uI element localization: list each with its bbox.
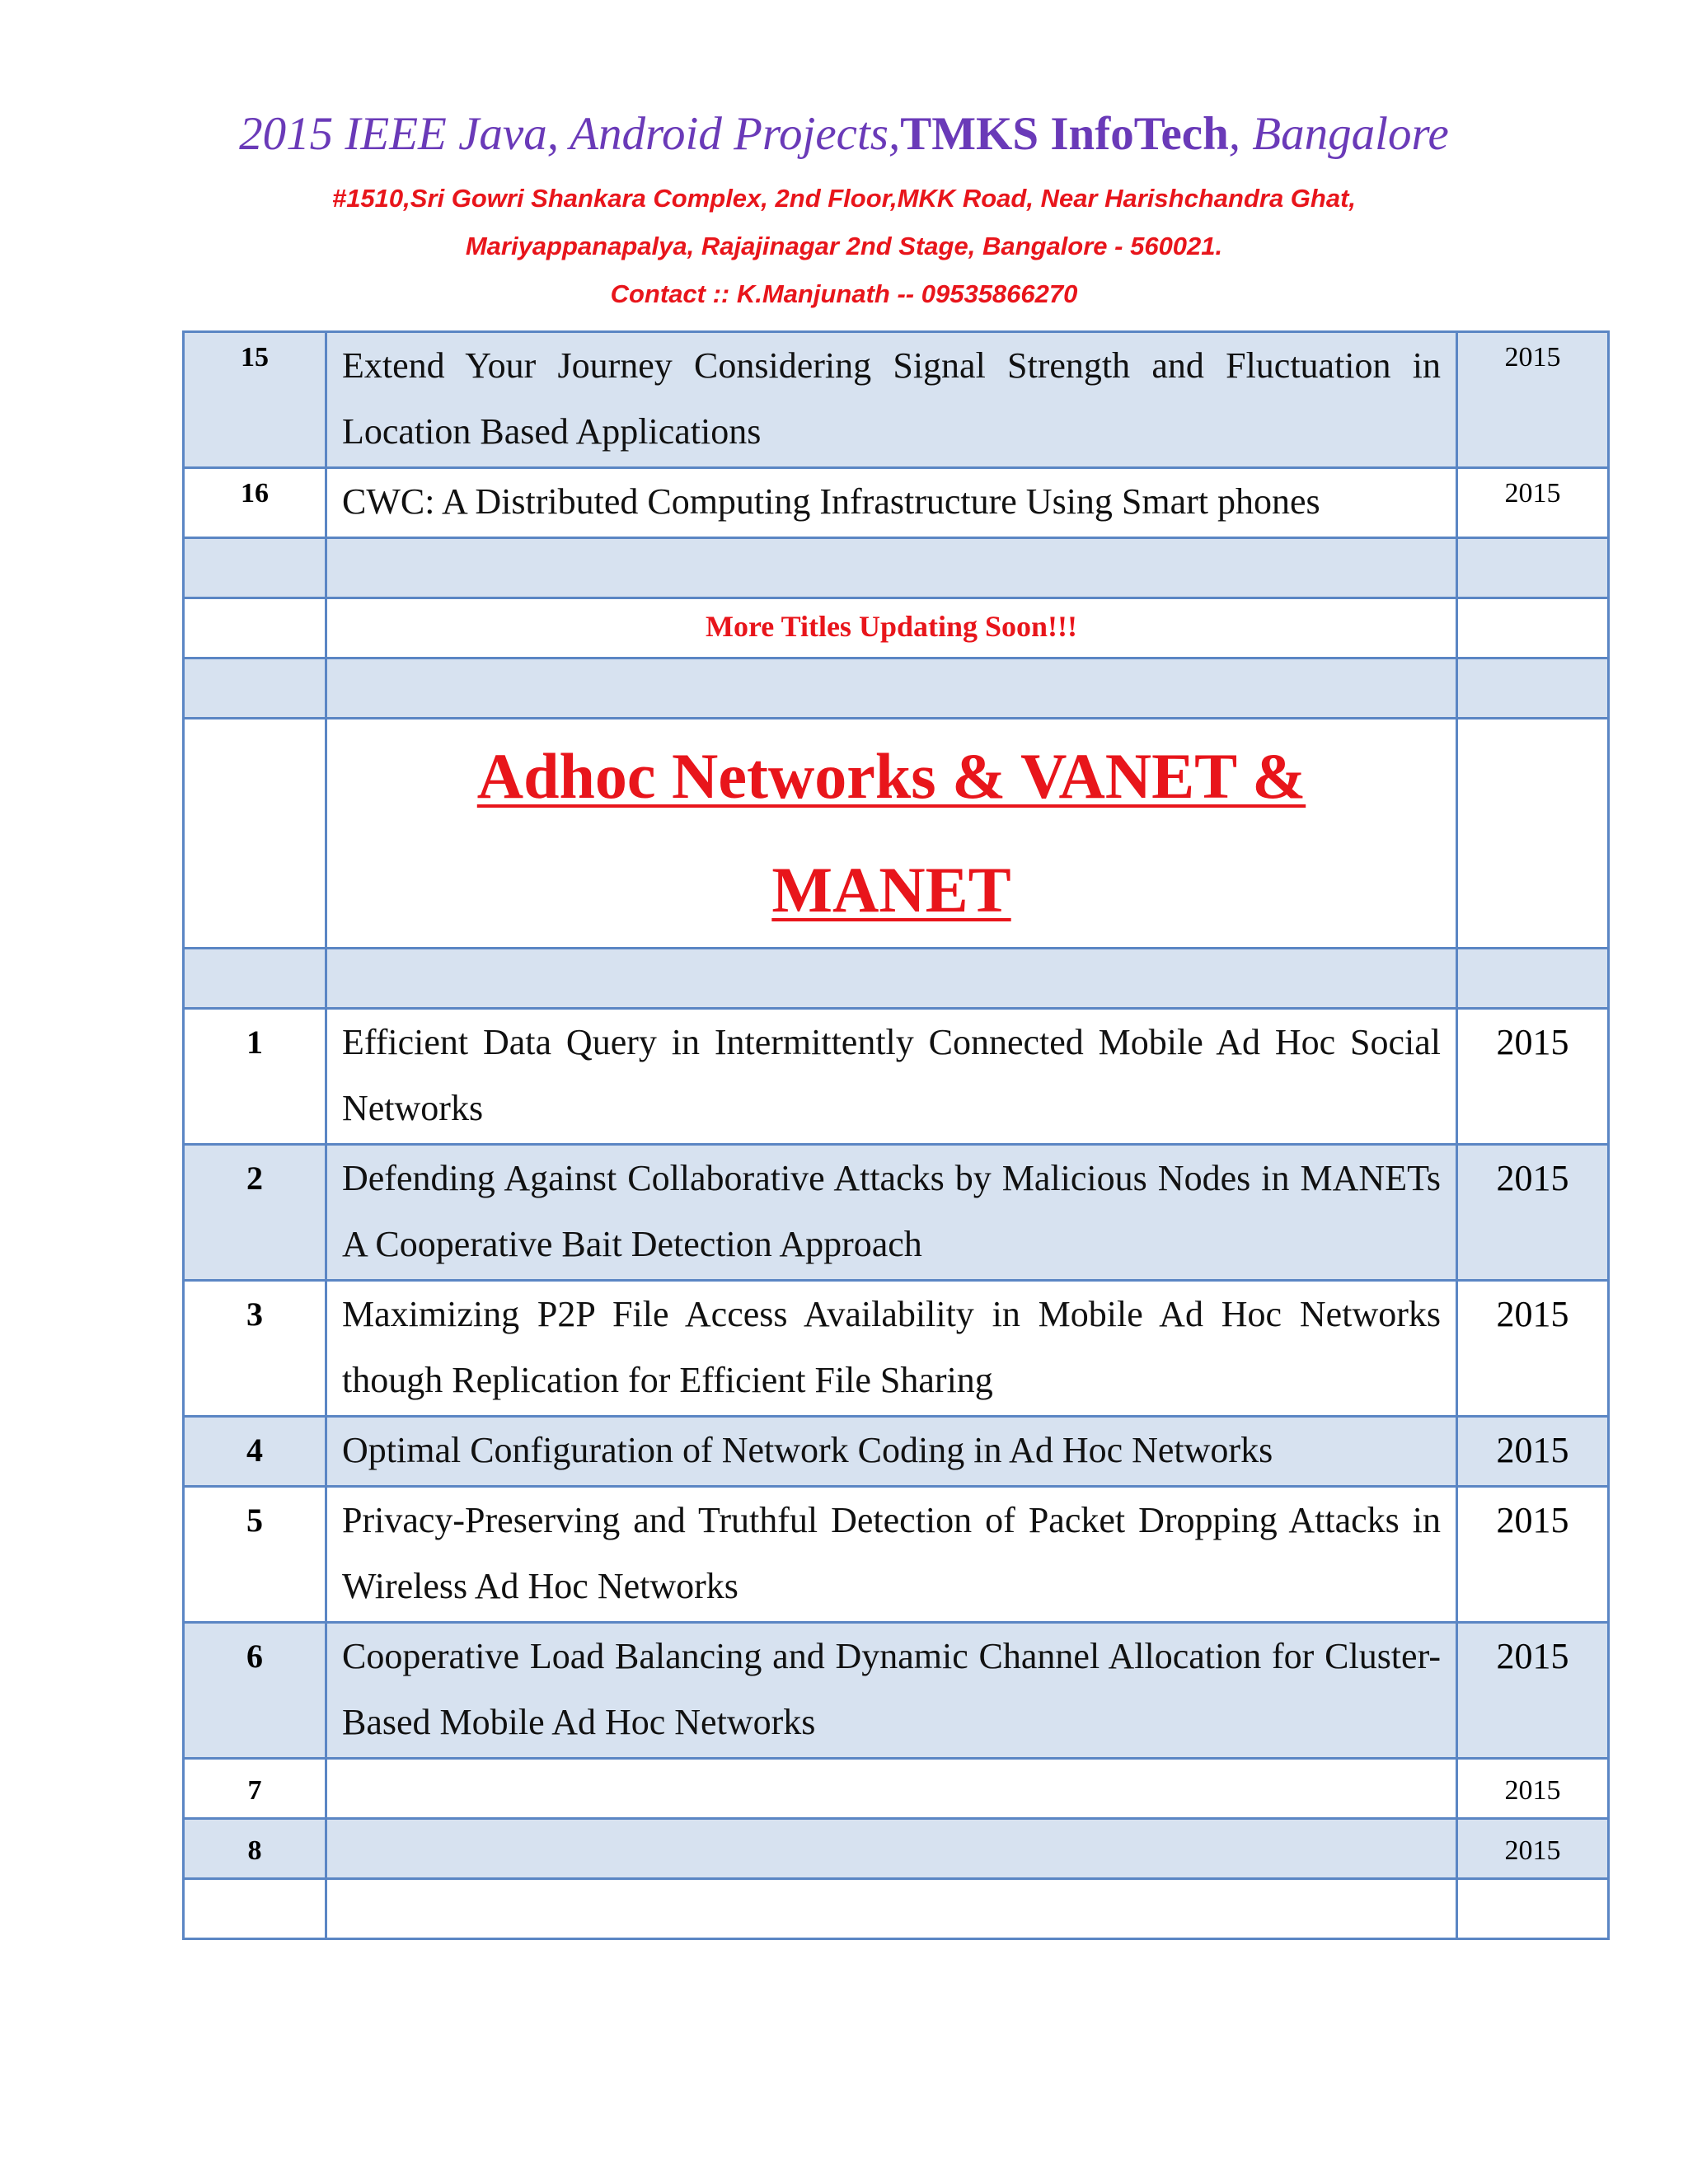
table-row <box>184 1281 1609 1417</box>
title-part1: 2015 IEEE Java, Android Projects, <box>239 108 901 160</box>
project-year: 2015 <box>1496 1500 1569 1540</box>
empty-row <box>184 538 1609 598</box>
project-year: 2015 <box>1504 1835 1561 1866</box>
row-number: 8 <box>247 1835 262 1866</box>
row-number: 4 <box>246 1432 263 1469</box>
project-year: 2015 <box>1496 1294 1569 1334</box>
section-heading-line-1: Adhoc Networks & VANET & <box>476 740 1306 812</box>
table-row <box>184 1417 1609 1487</box>
table-row <box>184 1487 1609 1623</box>
project-year: 2015 <box>1504 478 1561 509</box>
row-number: 1 <box>246 1024 263 1061</box>
project-year: 2015 <box>1504 1775 1561 1806</box>
project-title: Privacy-Preserving and Truthful Detection of Packet Dropping Attacks in Wireless Ad Hoc Networks <box>342 1500 1441 1606</box>
project-year: 2015 <box>1496 1022 1569 1062</box>
project-title: Defending Against Collaborative Attacks by Malicious Nodes in MANETs A Cooperative Bait Detection Approach <box>342 1158 1441 1264</box>
project-table <box>182 330 1610 1940</box>
address-line-2: Mariyappanapalya, Rajajinagar 2nd Stage, Bangalore - 560021. <box>465 232 1223 260</box>
project-title: CWC: A Distributed Computing Infrastructure Using Smart phones <box>342 481 1320 522</box>
empty-row <box>184 658 1609 719</box>
project-year: 2015 <box>1496 1636 1569 1676</box>
page-header <box>0 97 1688 318</box>
row-number: 16 <box>241 478 269 509</box>
project-title: Maximizing P2P File Access Availability in Mobile Ad Hoc Networks though Replication for Efficient File Sharing <box>342 1294 1441 1400</box>
table-row <box>184 1759 1609 1819</box>
table-row <box>184 1009 1609 1145</box>
table-row <box>184 1819 1609 1879</box>
project-year: 2015 <box>1496 1158 1569 1198</box>
row-number: 7 <box>247 1775 262 1806</box>
title-part2: , Bangalore <box>1228 108 1449 160</box>
company-name: TMKS InfoTech <box>900 108 1229 160</box>
section-heading <box>327 719 1456 947</box>
project-title: Extend Your Journey Considering Signal Strength and Fluctuation in Location Based Applications <box>342 345 1441 452</box>
page-title <box>0 97 1688 171</box>
more-titles-row <box>184 598 1609 658</box>
project-title: Efficient Data Query in Intermittently Connected Mobile Ad Hoc Social Networks <box>342 1022 1441 1128</box>
table-row <box>184 1623 1609 1759</box>
empty-row <box>184 949 1609 1009</box>
section-heading-line-2: MANET <box>771 854 1011 926</box>
table-row <box>184 468 1609 538</box>
contact-line: Contact :: K.Manjunath -- 09535866270 <box>610 279 1078 308</box>
address-line-1: #1510,Sri Gowri Shankara Complex, 2nd Floor,MKK Road, Near Harishchandra Ghat, <box>331 184 1357 213</box>
table-row <box>184 332 1609 468</box>
row-number: 2 <box>246 1160 263 1197</box>
row-number: 6 <box>246 1638 263 1675</box>
row-number: 15 <box>241 342 269 373</box>
row-number: 3 <box>246 1296 263 1333</box>
empty-row <box>184 1879 1609 1939</box>
project-year: 2015 <box>1496 1430 1569 1470</box>
section-heading-row <box>184 719 1609 949</box>
table-row <box>184 1145 1609 1281</box>
more-titles-notice: More Titles Updating Soon!!! <box>705 610 1078 643</box>
project-year: 2015 <box>1504 342 1561 373</box>
project-title: Cooperative Load Balancing and Dynamic Channel Allocation for Cluster-Based Mobile Ad Hoc Networks <box>342 1636 1441 1742</box>
row-number: 5 <box>246 1502 263 1539</box>
project-title: Optimal Configuration of Network Coding in Ad Hoc Networks <box>342 1430 1273 1470</box>
